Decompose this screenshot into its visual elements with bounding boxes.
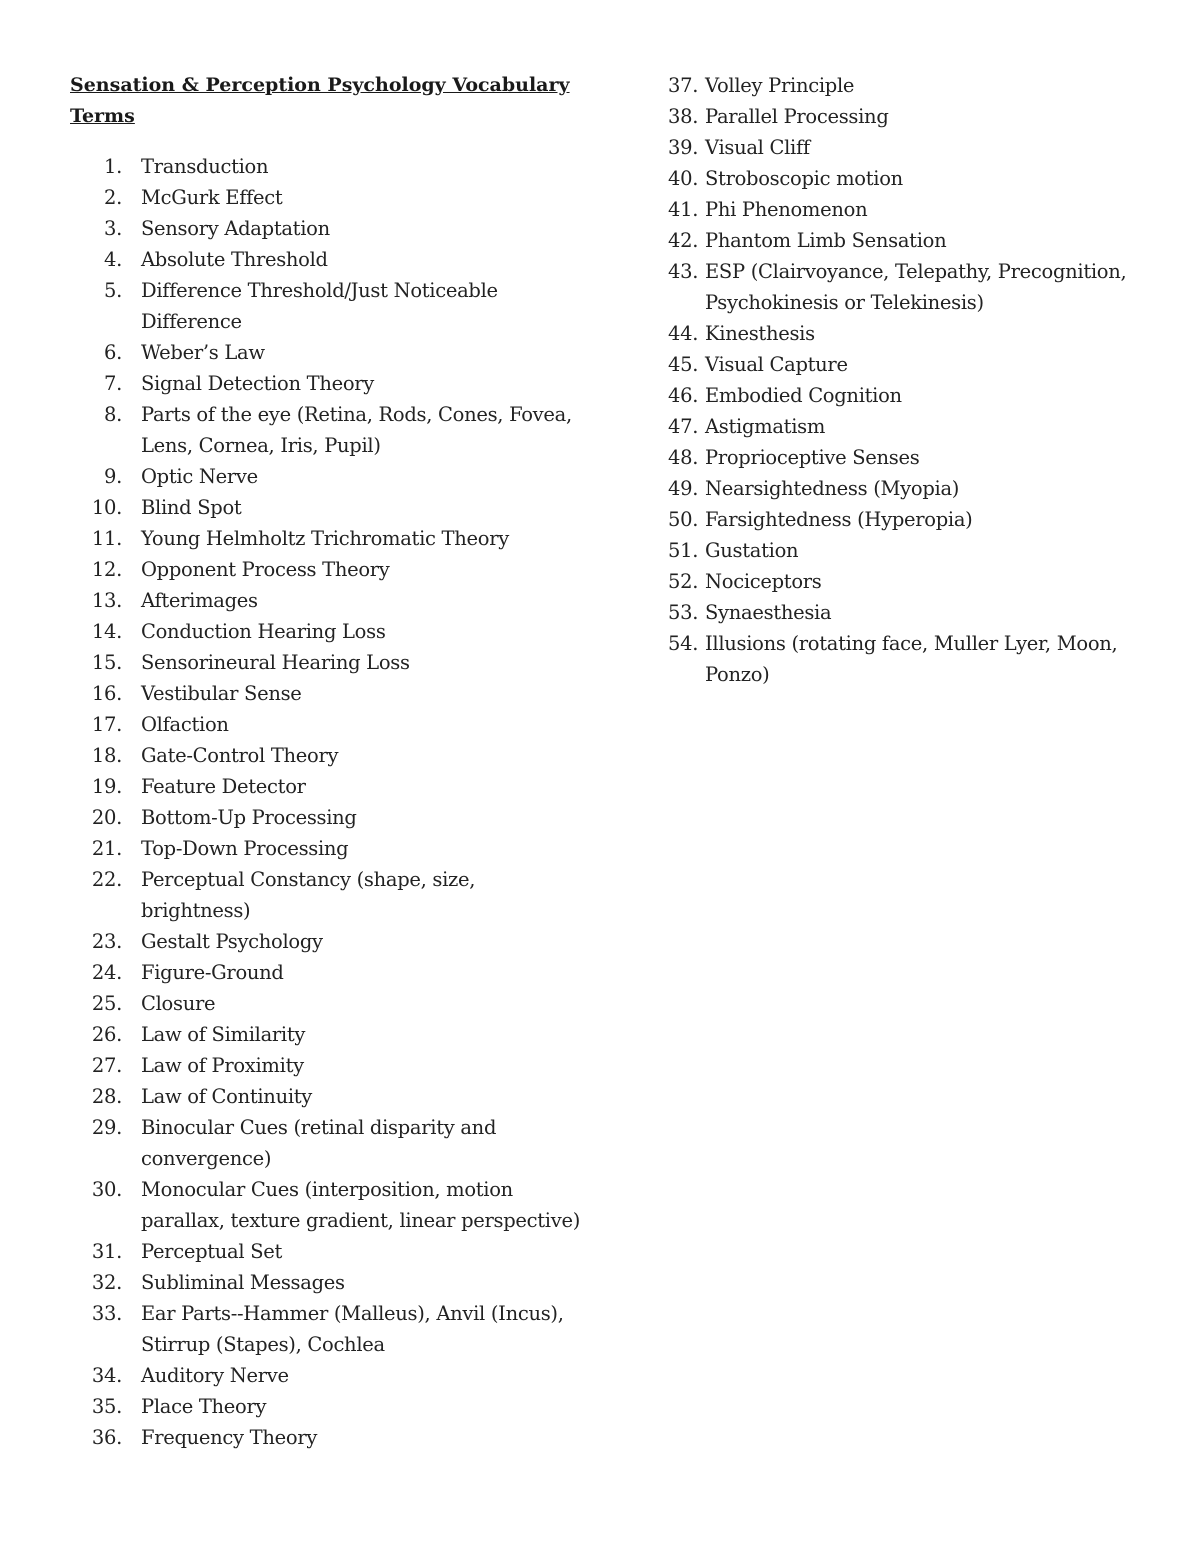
list-item: [70, 616, 590, 647]
list-item: [70, 151, 590, 182]
list-item-number: 37.: [668, 74, 699, 97]
list-item-term: Nociceptors: [705, 570, 822, 593]
list-item-number: 27.: [91, 1054, 122, 1077]
list-item-number: 9.: [103, 465, 122, 488]
list-item-number: 52.: [668, 570, 699, 593]
list-item-term: Top-Down Processing: [141, 837, 349, 860]
list-item: [70, 1174, 590, 1236]
list-item: [70, 275, 590, 337]
list-item-term: Binocular Cues (retinal disparity and convergence): [141, 1116, 497, 1170]
list-item: [668, 380, 1158, 411]
list-item-term: Auditory Nerve: [141, 1364, 289, 1387]
list-item-term: Olfaction: [141, 713, 229, 736]
list-item-number: 10.: [91, 496, 122, 519]
list-item: [668, 163, 1158, 194]
list-item-term: Proprioceptive Senses: [705, 446, 920, 469]
list-item-number: 13.: [91, 589, 122, 612]
list-item: [70, 1236, 590, 1267]
list-item-number: 30.: [91, 1178, 122, 1201]
list-item: [70, 1360, 590, 1391]
list-item: [70, 585, 590, 616]
list-item-number: 1.: [103, 155, 122, 178]
list-item-number: 32.: [91, 1271, 122, 1294]
list-item-term: Phi Phenomenon: [705, 198, 868, 221]
list-item-number: 38.: [668, 105, 699, 128]
list-item: [70, 1298, 590, 1360]
list-item-term: ESP (Clairvoyance, Telepathy, Precognition, Psychokinesis or Telekinesis): [705, 260, 1127, 314]
list-item-term: Astigmatism: [705, 415, 826, 438]
list-item: [70, 492, 590, 523]
list-item: [668, 349, 1158, 380]
list-item-term: Volley Principle: [705, 74, 855, 97]
list-item-term: Signal Detection Theory: [141, 372, 375, 395]
list-item-term: Ear Parts--Hammer (Malleus), Anvil (Incus), Stirrup (Stapes), Cochlea: [141, 1302, 564, 1356]
list-item: [70, 461, 590, 492]
list-item-term: Gestalt Psychology: [141, 930, 323, 953]
list-item-term: Sensorineural Hearing Loss: [141, 651, 410, 674]
list-item-term: Law of Similarity: [141, 1023, 306, 1046]
list-item: [70, 244, 590, 275]
list-item-term: Stroboscopic motion: [705, 167, 903, 190]
list-item-number: 29.: [91, 1116, 122, 1139]
list-item-term: Parts of the eye (Retina, Rods, Cones, Fovea, Lens, Cornea, Iris, Pupil): [141, 403, 572, 457]
list-item-term: Visual Capture: [705, 353, 848, 376]
list-item-number: 51.: [668, 539, 699, 562]
list-item-number: 22.: [91, 868, 122, 891]
list-item-term: Absolute Threshold: [141, 248, 328, 271]
list-item-number: 5.: [103, 279, 122, 302]
list-item-term: Place Theory: [141, 1395, 267, 1418]
list-item: [70, 523, 590, 554]
list-item-number: 24.: [91, 961, 122, 984]
list-item: [70, 833, 590, 864]
list-item-term: Gate-Control Theory: [141, 744, 339, 767]
list-item: [668, 256, 1158, 318]
list-item-term: Young Helmholtz Trichromatic Theory: [141, 527, 509, 550]
list-item: [70, 1391, 590, 1422]
list-item: [668, 566, 1158, 597]
list-item: [70, 647, 590, 678]
list-item-term: Parallel Processing: [705, 105, 889, 128]
list-item: [668, 132, 1158, 163]
list-item-number: 36.: [91, 1426, 122, 1449]
list-item: [70, 988, 590, 1019]
list-item-term: Perceptual Constancy (shape, size, brightness): [141, 868, 476, 922]
list-item: [668, 473, 1158, 504]
list-item-number: 31.: [91, 1240, 122, 1263]
list-item: [70, 368, 590, 399]
list-item-term: Phantom Limb Sensation: [705, 229, 947, 252]
list-item-term: Difference Threshold/Just Noticeable Difference: [141, 279, 498, 333]
list-item-number: 45.: [668, 353, 699, 376]
list-item-term: Farsightedness (Hyperopia): [705, 508, 973, 531]
list-item-number: 54.: [668, 632, 699, 655]
list-item: [70, 709, 590, 740]
list-item-number: 23.: [91, 930, 122, 953]
list-item-number: 44.: [668, 322, 699, 345]
list-item-term: Bottom-Up Processing: [141, 806, 357, 829]
list-item-number: 18.: [91, 744, 122, 767]
list-item: [70, 957, 590, 988]
list-item-term: Frequency Theory: [141, 1426, 318, 1449]
list-item-number: 50.: [668, 508, 699, 531]
list-item-number: 34.: [91, 1364, 122, 1387]
list-item: [70, 926, 590, 957]
list-item: [668, 597, 1158, 628]
list-item-term: Vestibular Sense: [141, 682, 302, 705]
list-item-number: 16.: [91, 682, 122, 705]
list-item-number: 17.: [91, 713, 122, 736]
list-item-term: Visual Cliff: [705, 136, 810, 159]
list-item-number: 3.: [103, 217, 122, 240]
list-item: [70, 771, 590, 802]
list-item-number: 42.: [668, 229, 699, 252]
list-item-number: 12.: [91, 558, 122, 581]
list-item-term: Perceptual Set: [141, 1240, 283, 1263]
list-item-term: Conduction Hearing Loss: [141, 620, 386, 643]
list-item: [668, 504, 1158, 535]
list-item: [668, 101, 1158, 132]
list-item-term: Law of Continuity: [141, 1085, 313, 1108]
list-item: [70, 182, 590, 213]
list-item: [70, 399, 590, 461]
list-item-number: 19.: [91, 775, 122, 798]
list-item-term: Law of Proximity: [141, 1054, 304, 1077]
list-item: [668, 318, 1158, 349]
list-item: [70, 802, 590, 833]
list-item-term: Synaesthesia: [705, 601, 832, 624]
list-item-number: 11.: [91, 527, 122, 550]
list-item-number: 14.: [91, 620, 122, 643]
list-item-term: McGurk Effect: [141, 186, 283, 209]
list-item-number: 2.: [103, 186, 122, 209]
list-item-number: 25.: [91, 992, 122, 1015]
list-item-term: Afterimages: [141, 589, 258, 612]
list-item-number: 33.: [91, 1302, 122, 1325]
list-item-number: 28.: [91, 1085, 122, 1108]
list-item-term: Feature Detector: [141, 775, 306, 798]
list-item: [668, 70, 1158, 101]
list-item-number: 49.: [668, 477, 699, 500]
list-item-number: 53.: [668, 601, 699, 624]
list-item: [70, 213, 590, 244]
list-item-number: 7.: [103, 372, 122, 395]
list-item-term: Embodied Cognition: [705, 384, 902, 407]
list-item-number: 41.: [668, 198, 699, 221]
list-item-number: 21.: [91, 837, 122, 860]
list-item-term: Closure: [141, 992, 216, 1015]
list-item-term: Gustation: [705, 539, 799, 562]
list-item-number: 8.: [103, 403, 122, 426]
list-item-number: 35.: [91, 1395, 122, 1418]
list-item-term: Opponent Process Theory: [141, 558, 390, 581]
list-item: [668, 442, 1158, 473]
list-item-number: 20.: [91, 806, 122, 829]
list-item-term: Kinesthesis: [705, 322, 815, 345]
list-item: [70, 554, 590, 585]
list-item-term: Weber’s Law: [141, 341, 265, 364]
list-item-term: Optic Nerve: [141, 465, 258, 488]
list-item: [70, 1081, 590, 1112]
list-item: [668, 225, 1158, 256]
list-item: [70, 1422, 590, 1453]
list-item-number: 26.: [91, 1023, 122, 1046]
list-item: [70, 1050, 590, 1081]
list-item-number: 15.: [91, 651, 122, 674]
terms-list-left: [70, 151, 590, 1453]
list-item: [668, 194, 1158, 225]
list-item-term: Nearsightedness (Myopia): [705, 477, 960, 500]
list-item-term: Blind Spot: [141, 496, 242, 519]
list-item-term: Monocular Cues (interposition, motion parallax, texture gradient, linear perspective): [141, 1178, 581, 1232]
list-item-term: Subliminal Messages: [141, 1271, 345, 1294]
list-item-number: 47.: [668, 415, 699, 438]
list-item: [668, 411, 1158, 442]
list-item-number: 40.: [668, 167, 699, 190]
list-item: [70, 678, 590, 709]
document-title: Sensation & Perception Psychology Vocabulary Terms: [70, 74, 570, 127]
list-item-term: Illusions (rotating face, Muller Lyer, Moon, Ponzo): [705, 632, 1118, 686]
list-item-number: 6.: [103, 341, 122, 364]
list-item: [70, 740, 590, 771]
list-item-term: Transduction: [141, 155, 269, 178]
list-item-number: 48.: [668, 446, 699, 469]
list-item-number: 39.: [668, 136, 699, 159]
list-item: [70, 864, 590, 926]
list-item: [668, 535, 1158, 566]
terms-list-right: [668, 70, 1158, 690]
list-item: [668, 628, 1158, 690]
list-item-number: 4.: [103, 248, 122, 271]
list-item: [70, 1267, 590, 1298]
list-item-number: 43.: [668, 260, 699, 283]
list-item: [70, 1019, 590, 1050]
list-item-term: Figure-Ground: [141, 961, 284, 984]
list-item: [70, 1112, 590, 1174]
list-item-number: 46.: [668, 384, 699, 407]
list-item-term: Sensory Adaptation: [141, 217, 330, 240]
left-column: [70, 70, 590, 1453]
right-column: [668, 70, 1158, 690]
list-item: [70, 337, 590, 368]
